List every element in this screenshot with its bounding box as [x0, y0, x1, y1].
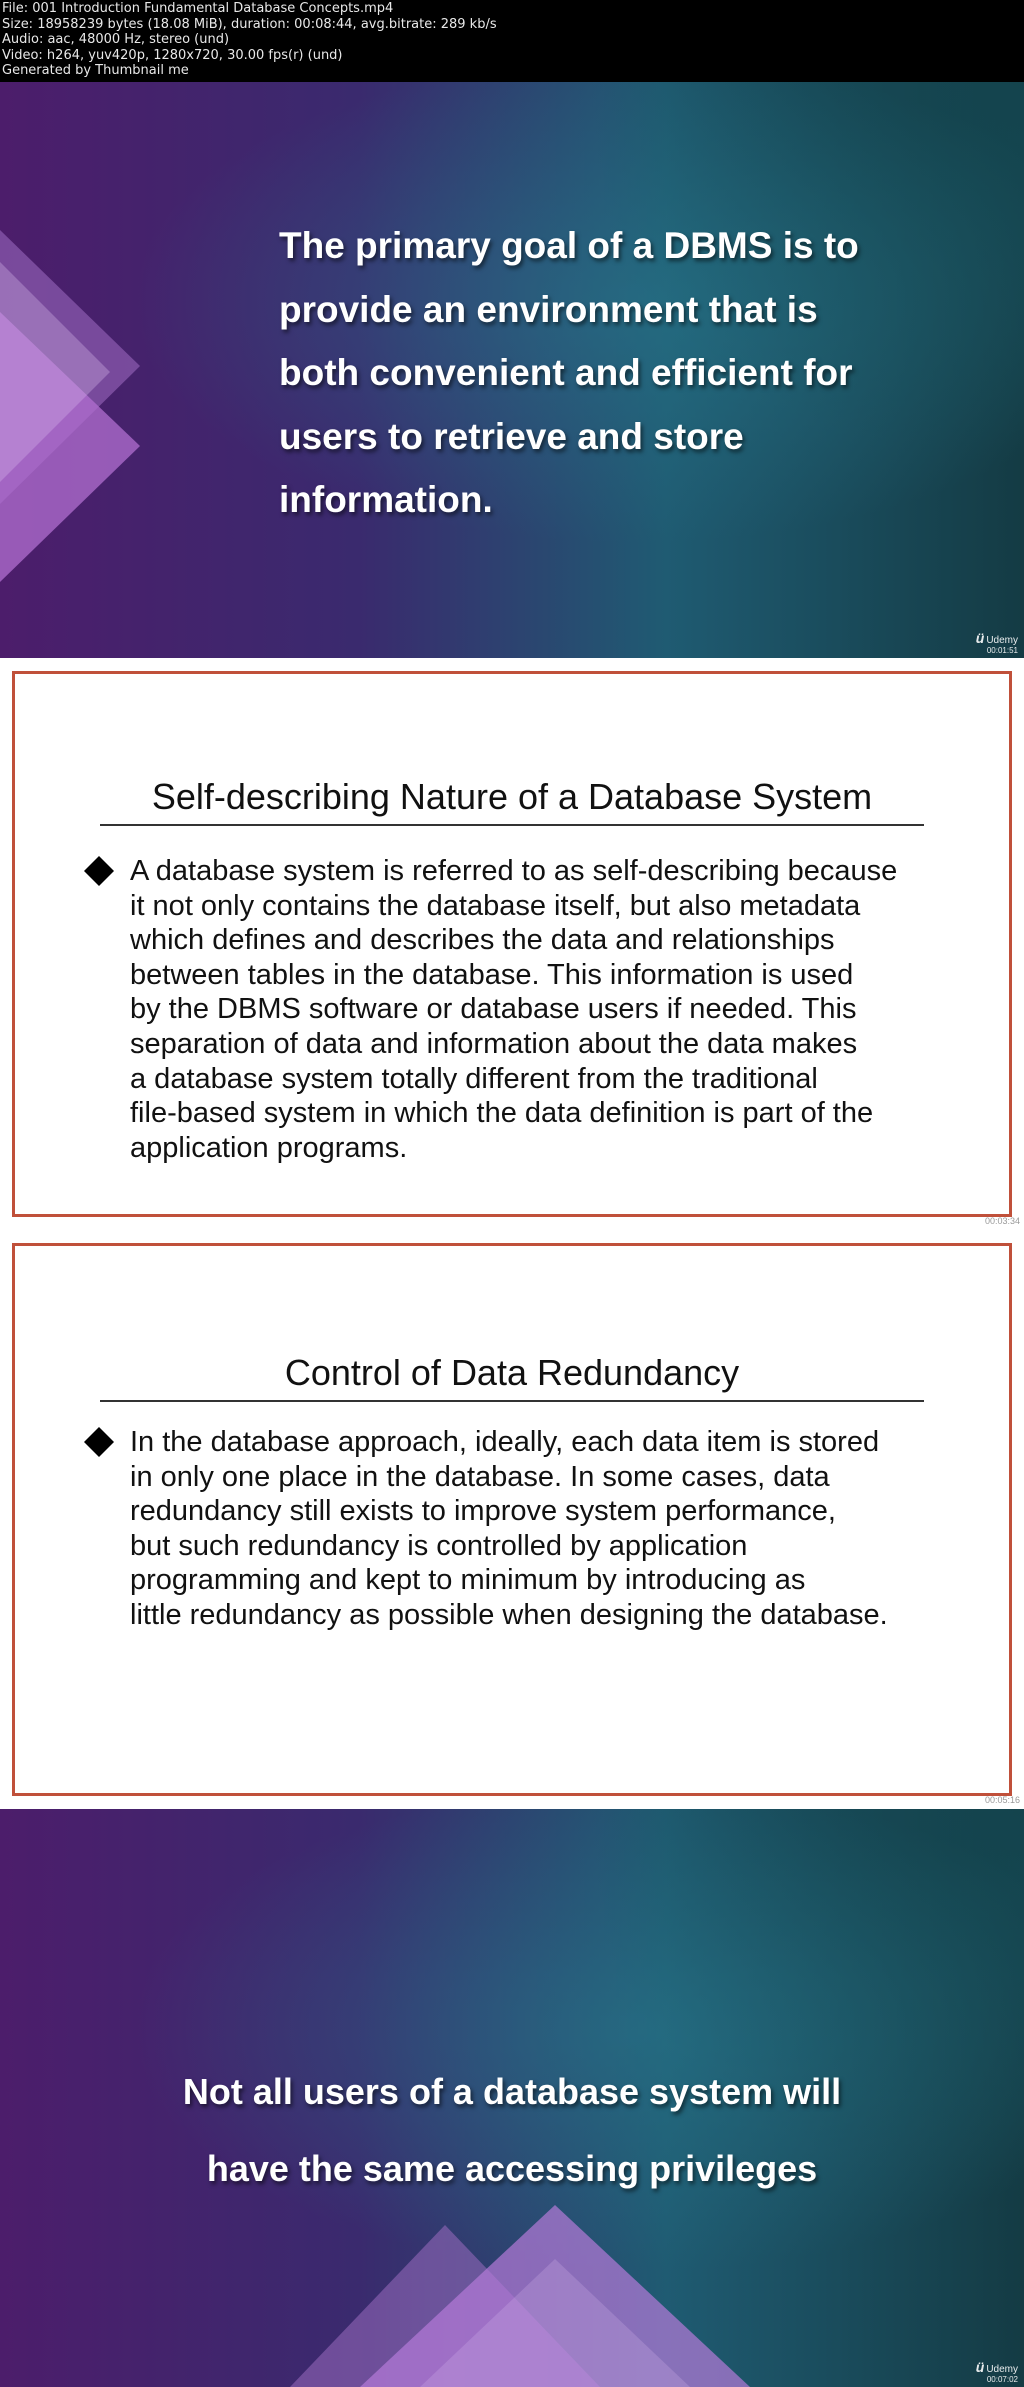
slide-text-line: both convenient and efficient for [279, 352, 853, 393]
body-line: programming and kept to minimum by introducing as [130, 1564, 806, 1597]
video-info-line: Video: h264, yuv420p, 1280x720, 30.00 fps(r) (und) [2, 47, 343, 63]
body-line: separation of data and information about the data makes [130, 1027, 858, 1060]
frame-timestamp: 00:01:51 [986, 646, 1018, 655]
body-line: In the database approach, ideally, each data item is stored [130, 1426, 880, 1458]
slide-text-line: have the same accessing privileges [206, 2148, 818, 2189]
slide-text-line: Not all users of a database system will [182, 2071, 842, 2112]
body-line: between tables in the database. This information is used [130, 958, 854, 991]
udemy-logo-icon: ü [975, 630, 985, 646]
decorative-triangles [0, 82, 160, 658]
body-line: but such redundancy is controlled by application [130, 1529, 748, 1562]
decorative-triangles [0, 1809, 1024, 2387]
diamond-bullet-icon [84, 856, 114, 886]
thumbnail-frame-2 [0, 658, 1024, 1230]
generator-line: Generated by Thumbnail me [2, 63, 189, 79]
audio-info-line: Audio: aac, 48000 Hz, stereo (und) [2, 32, 230, 48]
thumbnail-frame-3 [0, 1230, 1024, 1809]
udemy-brand: Udemy [986, 2364, 1018, 2375]
body-line: in only one place in the database. In some cases, data [130, 1460, 830, 1493]
thumbnail-frame-1 [0, 82, 1024, 658]
body-line: A database system is referred to as self-describing because [130, 855, 898, 887]
body-line: little redundancy as possible when designing the database. [130, 1598, 888, 1631]
body-line: it not only contains the database itself, but also metadata [130, 889, 861, 922]
body-line: file-based system in which the data definition is part of the [130, 1097, 874, 1130]
udemy-brand: Udemy [986, 635, 1018, 646]
slide-text-line: users to retrieve and store [279, 415, 744, 457]
file-size-line: Size: 18958239 bytes (18.08 MiB), duration: 00:08:44, avg.bitrate: 289 kb/s [2, 16, 497, 32]
body-line: a database system totally different from the traditional [130, 1062, 818, 1095]
slide-body [130, 854, 990, 1165]
body-line: which defines and describes the data and relationships [130, 924, 835, 957]
thumbnail-frame-4 [0, 1809, 1024, 2387]
udemy-logo-icon: ü [975, 2359, 985, 2375]
file-name-line: File: 001 Introduction Fundamental Database Concepts.mp4 [2, 1, 394, 16]
udemy-watermark [975, 630, 1018, 656]
slide-text-line: The primary goal of a DBMS is to [279, 225, 859, 266]
slide-body [130, 1425, 990, 1633]
frame-timestamp: 00:03:34 [984, 1216, 1020, 1226]
slide-text-line: information. [279, 479, 493, 520]
slide-text-line: provide an environment that is [279, 288, 818, 330]
udemy-watermark [975, 2359, 1018, 2385]
diamond-bullet-icon [84, 1427, 114, 1457]
video-info-header [0, 0, 1024, 82]
frame-timestamp: 00:05:16 [984, 1795, 1020, 1805]
slide-title: Control of Data Redundancy [100, 1352, 924, 1402]
slide-text [279, 214, 919, 532]
body-line: by the DBMS software or database users if needed. This [130, 993, 857, 1026]
slide-title: Self-describing Nature of a Database System [100, 776, 924, 826]
body-line: redundancy still exists to improve system performance, [130, 1495, 836, 1528]
frame-timestamp: 00:07:02 [986, 2375, 1018, 2384]
body-line: application programs. [130, 1131, 408, 1164]
